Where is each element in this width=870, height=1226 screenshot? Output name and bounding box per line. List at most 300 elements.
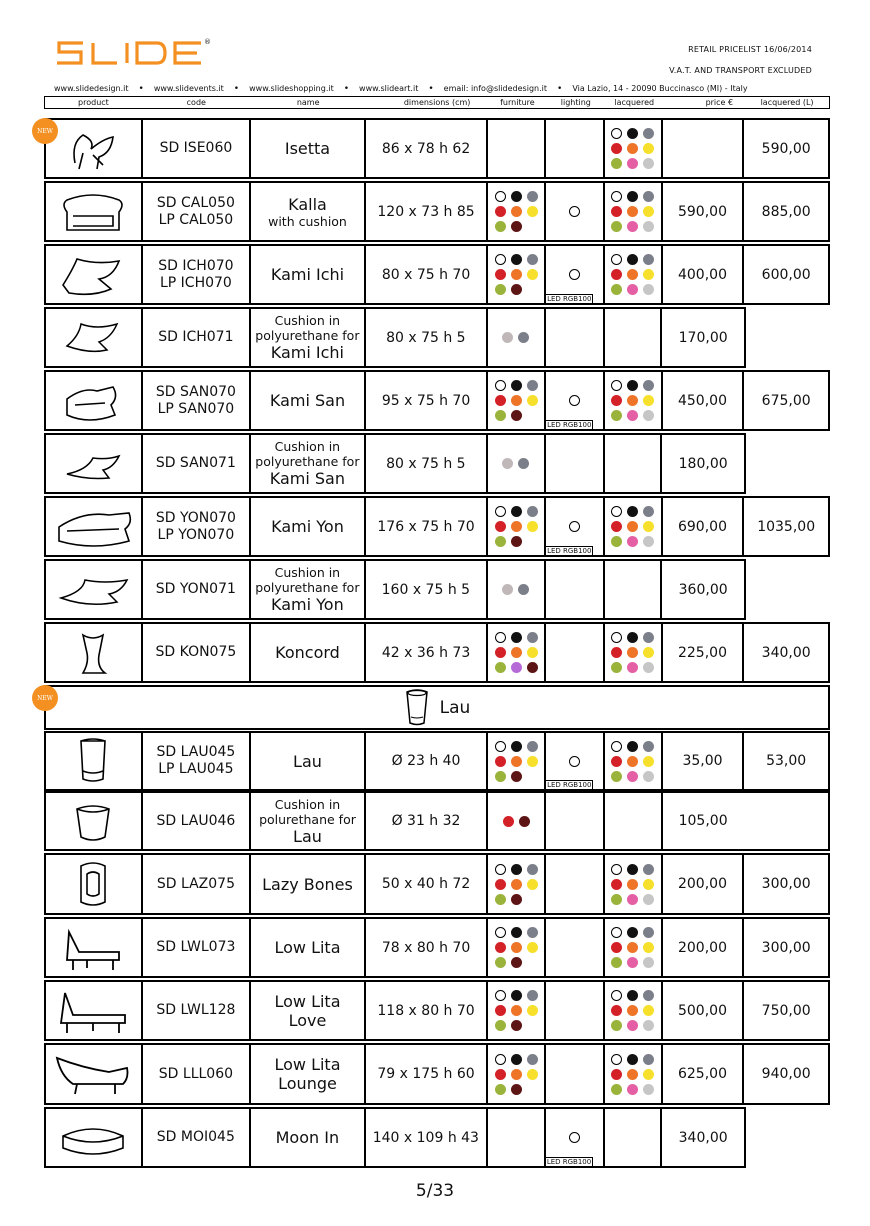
contact-address: Via Lazio, 14 - 20090 Buccinasco (MI) - Italy [572,84,748,93]
product-image [46,855,143,913]
product-image [46,733,143,789]
lacquered-colors [605,1109,663,1166]
product-image [46,919,143,976]
product-name-cell [251,624,366,681]
color-swatch [627,191,638,202]
product-name: Kami Yon [271,595,344,614]
color-swatch [495,894,506,905]
product-price: 200,00 [663,919,745,976]
product-name: Kami San [269,391,346,410]
furniture-colors [488,793,546,849]
product-dimensions: 78 x 80 h 70 [366,919,489,976]
color-swatch [495,284,506,295]
color-swatch [511,741,522,752]
color-swatch [527,506,538,517]
color-swatch [643,143,654,154]
color-swatch [627,662,638,673]
lighting-option [546,246,605,303]
color-swatch [511,942,522,953]
color-swatch [511,380,522,391]
color-swatch [627,957,638,968]
color-swatch [627,927,638,938]
color-swatch [643,662,654,673]
product-dimensions: 80 x 75 h 70 [366,246,489,303]
color-swatch [495,395,506,406]
product-name-prefix: Cushion in polyurethane for [255,313,360,343]
product-code: SD CAL050 LP CAL050 [143,183,252,240]
color-swatch [611,1084,622,1095]
product-name-prefix: Cushion in polurethane for [259,796,356,827]
product-dimensions: 80 x 75 h 5 [366,435,488,492]
lacquered-colors [605,246,663,303]
lighting-option [546,309,605,366]
color-swatch [527,662,538,673]
lighting-option-icon [569,269,580,280]
contact-bar: www.slidedesign.it • www.slidevents.it • www.slideshopping.it • www.slideart.it • email: info@slidedesign.it • Via Lazio, 14 - 20090 Buccinasco (MI) - Italy [54,84,748,94]
new-badge: NEW [32,118,58,144]
color-swatch [643,410,654,421]
lighting-option-icon [569,756,580,767]
color-swatches [495,632,538,673]
product-row [44,433,746,494]
color-swatch [627,879,638,890]
lacquered-price: 300,00 [761,876,811,892]
color-swatch [627,521,638,532]
new-badge: NEW [32,685,58,711]
color-swatch [495,942,506,953]
product-code: SD ISE060 [143,120,252,177]
color-swatch [495,380,506,391]
color-swatch [643,506,654,517]
color-swatch [627,894,638,905]
furniture-colors [488,246,546,303]
product-price: 360,00 [678,581,728,598]
color-swatches [495,927,538,968]
lighting-option-icon [569,521,580,532]
col-lacquered-l: lacquered (L) [760,98,814,107]
color-swatch [527,927,538,938]
color-swatches [495,1054,538,1095]
color-swatch [495,1005,506,1016]
product-dimensions: 86 x 78 h 62 [366,120,489,177]
color-swatch [511,927,522,938]
color-swatch [643,632,654,643]
color-swatch [643,942,654,953]
product-name: Lau [293,826,322,846]
product-price: 105,00 [678,813,728,829]
product-image [46,1109,143,1166]
lighting-option [546,183,605,240]
slide-logo [55,40,210,66]
lacquered-price: 750,00 [761,1002,811,1019]
color-swatch [495,1054,506,1065]
color-swatch [495,506,506,517]
color-swatch [643,741,654,752]
color-swatch [611,1069,622,1080]
lacquered-colors [605,561,663,618]
color-swatch [627,269,638,280]
product-name-cell [251,561,366,618]
color-swatch [643,894,654,905]
color-swatch [643,128,654,139]
color-swatch [627,128,638,139]
color-swatch [495,879,506,890]
color-swatch [627,158,638,169]
product-price: 170,00 [678,329,728,346]
color-swatch [627,632,638,643]
col-dimensions: dimensions (cm) [403,98,471,107]
color-swatch [511,879,522,890]
product-row [44,307,746,368]
product-image [46,982,143,1039]
furniture-colors [488,183,546,240]
color-swatch [643,521,654,532]
product-dimensions: Ø 31 h 32 [366,793,489,849]
color-swatch [495,662,506,673]
lacquered-price: 300,00 [761,939,811,956]
color-swatch [643,756,654,767]
product-price: 180,00 [678,455,728,472]
furniture-colors [488,561,546,618]
color-swatch [527,879,538,890]
product-dimensions: 118 x 80 h 70 [366,982,489,1039]
lacquered-colors [605,183,663,240]
furniture-colors [488,1109,546,1166]
color-swatch [611,380,622,391]
lighting-option [546,982,605,1039]
product-name-cell [251,793,366,849]
color-swatch [611,990,622,1001]
product-code: SD YON071 [143,561,252,618]
product-image [46,309,143,366]
color-swatch [527,864,538,875]
lacquered-price: 340,00 [761,644,811,661]
product-price: 340,00 [678,1129,728,1146]
color-swatch [611,942,622,953]
product-price [663,120,745,177]
color-swatch [627,1084,638,1095]
led-label: LED RGB100 [546,1158,592,1166]
product-price: 690,00 [663,498,745,555]
lighting-option [546,624,605,681]
color-swatches [495,191,538,232]
product-dimensions: 42 x 36 h 73 [366,624,489,681]
color-swatch [527,632,538,643]
color-swatch [511,254,522,265]
color-swatch [495,957,506,968]
section-title: Lau [439,697,471,718]
product-code: SD YON070 LP YON070 [143,498,252,555]
color-swatches [611,128,654,169]
product-name: Low Lita Lounge [274,1055,341,1093]
product-code: SD LAZ075 [143,855,252,913]
lacquered-colors [605,793,663,849]
product-dimensions: 50 x 40 h 72 [366,855,489,913]
color-swatch [495,191,506,202]
color-swatches [495,864,538,905]
color-swatch [643,927,654,938]
lacquered-colors [605,498,663,555]
pricelist-title: RETAIL PRICELIST 16/06/2014 [688,45,812,54]
color-swatches [495,741,538,782]
color-swatch [511,1005,522,1016]
lighting-option [546,1109,605,1166]
color-swatch [643,395,654,406]
color-swatch [495,536,506,547]
color-swatch [627,990,638,1001]
color-swatch [511,894,522,905]
lacquered-colors [605,372,663,429]
product-price: 590,00 [663,183,745,240]
color-swatch [643,536,654,547]
lighting-option-icon [569,206,580,217]
product-name-sub: with cushion [268,213,347,229]
product-image [46,1045,143,1103]
lacquered-price: 885,00 [761,203,811,220]
product-dimensions: 95 x 75 h 70 [366,372,489,429]
color-swatch [611,632,622,643]
product-name-cell [251,1045,366,1103]
product-name-cell [251,309,366,366]
color-swatch [495,269,506,280]
color-swatch [527,191,538,202]
column-header [44,96,830,109]
color-swatch [627,942,638,953]
led-label: LED RGB100 [547,295,592,303]
lighting-option-icon [569,395,580,406]
lighting-option-icon [569,1132,580,1143]
color-swatch [627,254,638,265]
color-swatch [611,269,622,280]
lacquered-colors [605,624,663,681]
color-swatch [611,771,622,782]
color-swatch [611,506,622,517]
color-swatch [495,632,506,643]
lighting-option [546,561,605,618]
color-swatches [611,990,654,1031]
contact-link[interactable]: www.slidevents.it [153,84,224,93]
color-swatch [495,864,506,875]
contact-email[interactable]: email: info@slidedesign.it [443,84,547,93]
color-swatch [511,1069,522,1080]
color-swatch [643,284,654,295]
color-swatch [527,1005,538,1016]
color-swatch [495,741,506,752]
col-lacquered: lacquered [614,98,655,107]
product-name: Moon In [275,1128,340,1147]
color-swatches [611,506,654,547]
color-swatch [611,864,622,875]
product-price: 500,00 [663,982,745,1039]
product-image [46,561,143,618]
product-name-cell [251,1109,366,1166]
product-image [46,498,143,555]
col-furniture: furniture [500,98,535,107]
product-name-prefix: Cushion in polyurethane for [255,565,360,595]
color-swatch [643,158,654,169]
furniture-colors [488,855,546,913]
color-swatch [627,506,638,517]
color-swatch [627,380,638,391]
color-swatch [627,221,638,232]
color-swatch [643,1069,654,1080]
section-lau [44,685,830,730]
led-label: LED RGB100 [547,421,592,429]
vat-note: V.A.T. AND TRANSPORT EXCLUDED [669,66,812,75]
lighting-option [546,120,605,177]
color-swatch [627,741,638,752]
color-swatch [511,191,522,202]
product-price: 400,00 [663,246,745,303]
product-name: Low Lita Love [274,991,341,1030]
col-product: product [78,98,109,107]
product-price: 200,00 [663,855,745,913]
led-label: LED RGB100 [547,547,592,555]
cushion-colors [503,816,530,827]
lacquered-price: 590,00 [761,140,811,157]
lighting-option [546,1045,605,1103]
product-name-cell [251,120,366,177]
contact-link[interactable]: www.slideart.it [359,84,419,93]
product-image [46,624,143,681]
color-swatches [611,254,654,295]
color-swatch [611,536,622,547]
color-swatch [495,756,506,767]
color-swatch [511,662,522,673]
product-price: 35,00 [663,733,745,789]
product-image [46,120,143,177]
color-swatches [611,864,654,905]
product-dimensions: 176 x 75 h 70 [366,498,489,555]
color-swatch [611,1054,622,1065]
color-swatch [527,1054,538,1065]
color-swatch [611,756,622,767]
color-swatch [627,1054,638,1065]
color-swatch [611,741,622,752]
product-name: Lazy Bones [262,874,353,894]
col-lighting: lighting [560,98,591,107]
product-code: SD LWL128 [143,982,252,1039]
color-swatch [511,647,522,658]
lacquered-colors [605,919,663,976]
color-swatch [611,927,622,938]
color-swatches [611,191,654,232]
product-row [44,980,830,1041]
product-name-prefix: Cushion in polyurethane for [255,439,360,469]
color-swatch [527,395,538,406]
product-row [44,118,830,179]
color-swatch [627,1069,638,1080]
furniture-colors [488,733,546,789]
furniture-colors [488,919,546,976]
lacquered-colors [605,855,663,913]
product-name-cell [251,855,366,913]
col-name: name [296,98,320,107]
lau-vase-icon [404,689,430,727]
contact-link[interactable]: www.slidedesign.it [54,84,129,93]
color-swatch [643,957,654,968]
color-swatch [527,647,538,658]
lighting-option [546,793,605,849]
furniture-colors [488,982,546,1039]
lighting-option [546,372,605,429]
col-price: price € [705,98,734,107]
color-swatch [643,879,654,890]
contact-link[interactable]: www.slideshopping.it [249,84,334,93]
color-swatch [611,957,622,968]
color-swatch [511,410,522,421]
page-number: 5/33 [415,1181,455,1201]
color-swatch [527,990,538,1001]
color-swatch [627,756,638,767]
color-swatch [495,990,506,1001]
lighting-option [546,855,605,913]
color-swatch [611,158,622,169]
product-row [44,1107,746,1168]
product-row [44,731,830,791]
color-swatch [511,957,522,968]
product-row [44,1043,830,1105]
color-swatch [611,410,622,421]
color-swatch [495,521,506,532]
lighting-option [546,733,605,789]
product-code: SD MOI045 [143,1109,252,1166]
color-swatch [611,128,622,139]
furniture-colors [488,624,546,681]
color-swatch [643,254,654,265]
color-swatch [511,269,522,280]
color-swatch [495,410,506,421]
color-swatch [511,206,522,217]
color-swatch [627,143,638,154]
color-swatch [627,647,638,658]
color-swatch [495,771,506,782]
product-name-cell [251,246,366,303]
color-swatch [611,1020,622,1031]
product-price: 625,00 [663,1045,745,1103]
color-swatch [527,254,538,265]
color-swatch [511,771,522,782]
color-swatch [611,1005,622,1016]
color-swatch [511,284,522,295]
product-row [44,853,830,915]
color-swatch [643,206,654,217]
color-swatch [643,221,654,232]
lighting-option [546,435,605,492]
color-swatch [495,927,506,938]
color-swatch [511,756,522,767]
product-price: 450,00 [663,372,745,429]
color-swatch [527,756,538,767]
color-swatch [495,221,506,232]
product-dimensions: 140 x 109 h 43 [366,1109,488,1166]
color-swatch [643,864,654,875]
product-image [46,372,143,429]
product-row [44,622,830,683]
lacquered-price: 675,00 [761,392,811,409]
product-name: Koncord [275,643,340,662]
product-name: Kalla [288,194,327,214]
product-row [44,181,830,242]
color-swatch [627,536,638,547]
color-swatch [511,864,522,875]
color-swatch [527,1069,538,1080]
product-image [46,793,143,849]
color-swatches [495,254,538,295]
color-swatch [511,395,522,406]
furniture-colors [488,435,546,492]
color-swatch [495,1084,506,1095]
